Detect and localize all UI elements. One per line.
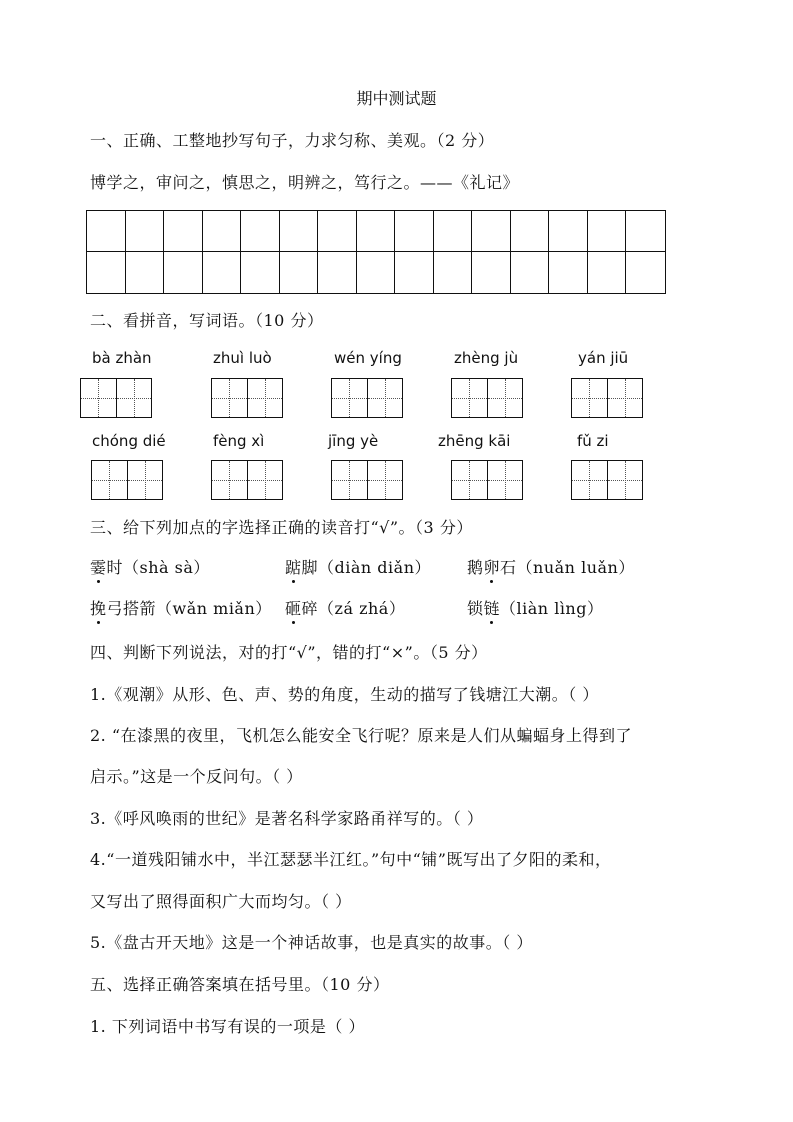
grid-cell[interactable] [511,211,550,252]
copy-writing-grid[interactable] [86,210,666,294]
grid-cell[interactable] [164,211,203,252]
grid-cell[interactable] [434,252,473,293]
page-title: 期中测试题 [356,89,437,108]
tianzige-box[interactable] [451,460,523,500]
grid-cell[interactable] [395,252,434,293]
grid-cell[interactable] [357,211,396,252]
grid-cell[interactable] [626,252,665,293]
pinyin-label: wén yíng [334,349,402,367]
grid-cell[interactable] [203,211,242,252]
pinyin-label: zhèng jù [454,349,519,367]
section2-heading: 二、看拼音，写词语。（10 分） [90,311,324,330]
grid-cell[interactable] [280,211,319,252]
judge-question-2-line2: 启示。”这是一个反问句。（ ） [90,767,303,786]
judge-question-4-line2: 又写出了照得面积广大而均匀。（ ） [90,892,352,911]
pronunciation-item[interactable]: 挽弓搭箭（wǎn miǎn） [90,596,272,619]
grid-cell[interactable] [472,252,511,293]
grid-cell[interactable] [549,252,588,293]
tianzige-box[interactable] [80,378,152,418]
pronunciation-item[interactable]: 霎时（shà sà） [90,555,210,578]
grid-cell[interactable] [164,252,203,293]
grid-cell[interactable] [318,211,357,252]
grid-cell[interactable] [472,211,511,252]
grid-cell[interactable] [241,211,280,252]
section3-heading: 三、给下列加点的字选择正确的读音打“√”。（3 分） [90,518,473,537]
grid-cell[interactable] [434,211,473,252]
pinyin-label: zhēng kāi [438,432,511,450]
grid-cell[interactable] [588,252,627,293]
grid-cell[interactable] [318,252,357,293]
judge-question-5: 5.《盘古开天地》这是一个神话故事，也是真实的故事。（ ） [90,933,533,952]
judge-question-4-line1: 4.“一道残阳铺水中，半江瑟瑟半江红。”句中“铺”既写出了夕阳的柔和， [90,850,612,869]
tianzige-box[interactable] [91,460,163,500]
section1-heading: 一、正确、工整地抄写句子，力求匀称、美观。（2 分） [90,131,495,150]
grid-cell[interactable] [87,252,126,293]
tianzige-box[interactable] [451,378,523,418]
pinyin-label: fèng xì [213,432,265,450]
section4-heading: 四、判断下列说法，对的打“√”，错的打“×”。（5 分） [90,643,488,662]
choice-question-1: 1. 下列词语中书写有误的一项是（ ） [90,1017,365,1036]
pinyin-label: fǔ zi [577,432,609,450]
grid-cell[interactable] [395,211,434,252]
section5-heading: 五、选择正确答案填在括号里。（10 分） [90,975,390,994]
grid-cell[interactable] [626,211,665,252]
tianzige-box[interactable] [331,460,403,500]
pinyin-label: chóng dié [92,432,166,450]
tianzige-box[interactable] [571,460,643,500]
pinyin-label: bà zhàn [92,349,152,367]
grid-cell[interactable] [588,211,627,252]
pinyin-label: yán jiū [578,349,629,367]
judge-question-2-line1: 2. “在漆黑的夜里，飞机怎么能安全飞行呢？原来是人们从蝙蝠身上得到了 [90,726,633,745]
tianzige-box[interactable] [211,460,283,500]
grid-cell[interactable] [87,211,126,252]
grid-cell[interactable] [511,252,550,293]
grid-cell[interactable] [549,211,588,252]
grid-cell[interactable] [241,252,280,293]
tianzige-box[interactable] [331,378,403,418]
grid-cell[interactable] [357,252,396,293]
grid-cell[interactable] [126,252,165,293]
grid-cell[interactable] [280,252,319,293]
pronunciation-item[interactable]: 锁链（liàn lìng） [467,596,603,619]
pinyin-label: zhuì luò [213,349,272,367]
tianzige-box[interactable] [571,378,643,418]
pronunciation-item[interactable]: 砸碎（zá zhá） [285,596,405,619]
judge-question-3: 3.《呼风唤雨的世纪》是著名科学家路甬祥写的。（ ） [90,809,484,828]
pronunciation-item[interactable]: 鹅卵石（nuǎn luǎn） [467,555,635,578]
pinyin-label: jīng yè [328,432,379,450]
grid-cell[interactable] [203,252,242,293]
section1-sentence: 博学之，审问之，慎思之，明辨之，笃行之。——《礼记》 [90,173,520,192]
pronunciation-item[interactable]: 踮脚（diàn diǎn） [285,555,431,578]
grid-cell[interactable] [126,211,165,252]
judge-question-1: 1.《观潮》从形、色、声、势的角度，生动的描写了钱塘江大潮。（ ） [90,685,599,704]
tianzige-box[interactable] [211,378,283,418]
